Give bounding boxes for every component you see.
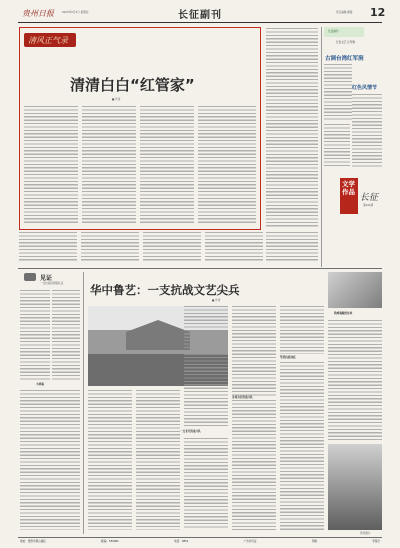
feature-banner-text: 清风正气录: [28, 36, 68, 45]
masthead-rule: [18, 22, 382, 23]
article-col-lower-d: [205, 232, 263, 262]
right-col-1: [232, 306, 276, 396]
mid-col-4: [184, 438, 228, 530]
feature-col-1: [24, 106, 78, 224]
left-divider: [83, 272, 84, 534]
wenxue-badge-text: 文学作品: [342, 180, 355, 196]
footer-item: 零售价: [372, 540, 380, 543]
feature-headline: 清清白白“红管家”: [70, 76, 195, 94]
footer-item: 邮编：550081: [101, 540, 119, 543]
feature-byline: ■ 作者: [112, 98, 121, 101]
sidebar-toc-body: [352, 94, 382, 168]
right-col-5: [328, 320, 382, 440]
section-title: 长征副刊: [178, 10, 222, 21]
left-col-2: [52, 290, 80, 380]
lower-subhead-c: 一支非凡的战斗队: [180, 430, 201, 433]
sidebar-divider: [321, 27, 322, 267]
footer-item: 广告许可证: [243, 540, 257, 543]
footer: [20, 540, 380, 546]
right-col-3: [280, 362, 324, 530]
footer-item: 电话：0851: [174, 540, 189, 543]
mid-col-2: [136, 390, 180, 530]
left-col-3: [20, 390, 80, 530]
newspaper-logo: 贵州日报: [22, 9, 54, 18]
lower-headline: 华中鲁艺：一支抗战文艺尖兵: [90, 283, 240, 297]
left-col-1: [20, 290, 50, 380]
sidebar-poem-title: 古调台湾红军涧: [325, 56, 364, 62]
lower-byline: ■ 作者: [212, 299, 221, 302]
mid-col-3: [184, 306, 228, 426]
feature-col-2: [82, 106, 136, 224]
sidebar-subtitle: 红色文艺 红军歌: [336, 41, 355, 44]
article-col-1: [266, 28, 318, 228]
left-subhead-a: 丰碑魂: [36, 383, 44, 386]
column-sub: 一支抗战的钢铁队伍: [40, 282, 64, 285]
sidebar-issue: 第641期: [363, 204, 374, 207]
photo-caption: 资料图片: [360, 532, 371, 535]
column-tag-icon: [24, 273, 36, 281]
date-line: 2025年6月5日 星期四: [62, 11, 89, 14]
lower-subhead-d: 身体为壮的战斗队: [232, 396, 253, 399]
bottom-right-photo: [328, 444, 382, 530]
sidebar-col-a: [324, 124, 350, 168]
editor-email: 责任编辑 邮箱: [336, 11, 353, 14]
feature-col-4: [198, 106, 256, 224]
footer-item: 地址：贵阳市观山湖区: [20, 540, 46, 543]
right-col-2: [280, 306, 324, 354]
sidebar-signature: 长征: [360, 193, 379, 203]
right-col-4: [232, 400, 276, 530]
right-subhead: 铁峰魂魄的传承: [334, 312, 353, 315]
masthead: [0, 0, 400, 24]
right-photo: [328, 272, 382, 308]
article-col-lower-e: [266, 232, 318, 262]
sidebar-tag-text: 长征副刊: [328, 30, 339, 33]
column-tag: 见证: [40, 275, 53, 282]
sidebar-poem-body: [324, 64, 352, 120]
footer-item: 印刷: [311, 540, 317, 543]
mid-col-1: [88, 390, 132, 530]
sidebar-toc-title: 红色风情节: [352, 85, 378, 91]
article-col-lower-c: [143, 232, 201, 262]
feature-col-3: [140, 106, 194, 224]
page-number: 12: [370, 6, 386, 19]
footer-rule: [18, 537, 382, 538]
lower-section-rule: [18, 268, 382, 269]
article-col-lower-a: [19, 232, 77, 262]
article-col-lower-b: [81, 232, 139, 262]
lower-subhead-b: 坚持抗战到底: [280, 356, 296, 359]
